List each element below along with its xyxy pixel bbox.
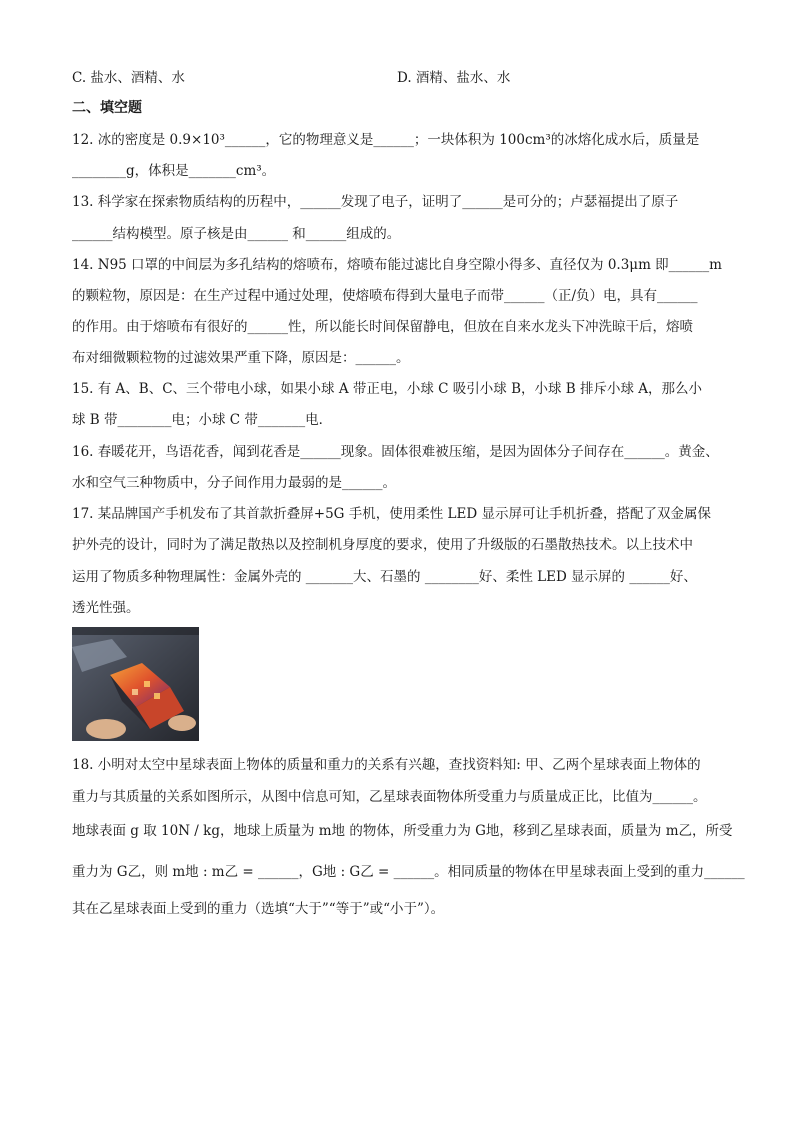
foldable-phone-photo xyxy=(72,627,199,741)
q17-line-2: 护外壳的设计，同时为了满足散热以及控制机身厚度的要求，使用了升级版的石墨散热技术。以上技术中 xyxy=(72,537,693,553)
q14-line-3: 的作用。由于熔喷布有很好的______性，所以能长时间保留静电，但放在自来水龙头下冲洗晾干后，熔喷 xyxy=(72,319,693,335)
q18-line-4: 重力为 G乙，则 m地 : m乙 = ______，G地 : G乙 = ______。相同质量的物体在甲星球表面上受到的重力______ xyxy=(72,864,745,880)
q16-line-1: 16. 春暖花开，鸟语花香，闻到花香是______现象。固体很难被压缩，是因为固体分子间存在______。黄金、 xyxy=(72,444,719,460)
q18-line-5: 其在乙星球表面上受到的重力（选填“大于”“等于”或“小于”）。 xyxy=(72,901,445,917)
q15-line-2: 球 B 带________电；小球 C 带_______电． xyxy=(72,412,333,428)
option-c: C. 盐水、酒精、水 xyxy=(72,70,185,86)
q13-line-2: ______结构模型。原子核是由______ 和______组成的。 xyxy=(72,226,401,242)
q17-line-3: 运用了物质多种物理属性：金属外壳的 _______大、石墨的 ________好、柔性 LED 显示屏的 ______好、 xyxy=(72,569,697,585)
q17-line-1: 17. 某品牌国产手机发布了其首款折叠屏+5G 手机，使用柔性 LED 显示屏可让手机折叠，搭配了双金属保 xyxy=(72,506,711,522)
q14-line-4: 布对细微颗粒物的过滤效果严重下降，原因是：______。 xyxy=(72,350,410,366)
q12-line-2: ________g，体积是_______cm³。 xyxy=(72,163,276,179)
q17-line-4: 透光性强。 xyxy=(72,600,140,616)
q18-line-1: 18. 小明对太空中星球表面上物体的质量和重力的关系有兴趣，查找资料知: 甲、乙两个星球表面上物体的 xyxy=(72,757,701,773)
option-d: D. 酒精、盐水、水 xyxy=(397,70,511,86)
q13-line-1: 13. 科学家在探索物质结构的历程中，______发现了电子，证明了______是可分的；卢瑟福提出了原子 xyxy=(72,194,679,210)
q12-line-1: 12. 冰的密度是 0.9×10³______，它的物理意义是______；一块体积为 100cm³的冰熔化成水后，质量是 xyxy=(72,132,700,148)
q18-line-3: 地球表面 g 取 10N / kg，地球上质量为 m地 的物体，所受重力为 G地，移到乙星球表面，质量为 m乙，所受 xyxy=(72,823,733,839)
q14-line-2: 的颗粒物，原因是：在生产过程中通过处理，使熔喷布得到大量电子而带______（正/负）电，具有______ xyxy=(72,288,698,304)
q14-line-1: 14. N95 口罩的中间层为多孔结构的熔喷布，熔喷布能过滤比自身空隙小得多、直径仅为 0.3μm 即______m xyxy=(72,257,722,273)
q15-line-1: 15. 有 A、B、C、三个带电小球，如果小球 A 带正电，小球 C 吸引小球 B，小球 B 排斥小球 A，那么小 xyxy=(72,381,703,397)
section-title: 二、填空题 xyxy=(72,100,142,116)
q16-line-2: 水和空气三种物质中，分子间作用力最弱的是______。 xyxy=(72,475,396,491)
q18-line-2: 重力与其质量的关系如图所示，从图中信息可知，乙星球表面物体所受重力与质量成正比，比值为______。 xyxy=(72,789,707,805)
